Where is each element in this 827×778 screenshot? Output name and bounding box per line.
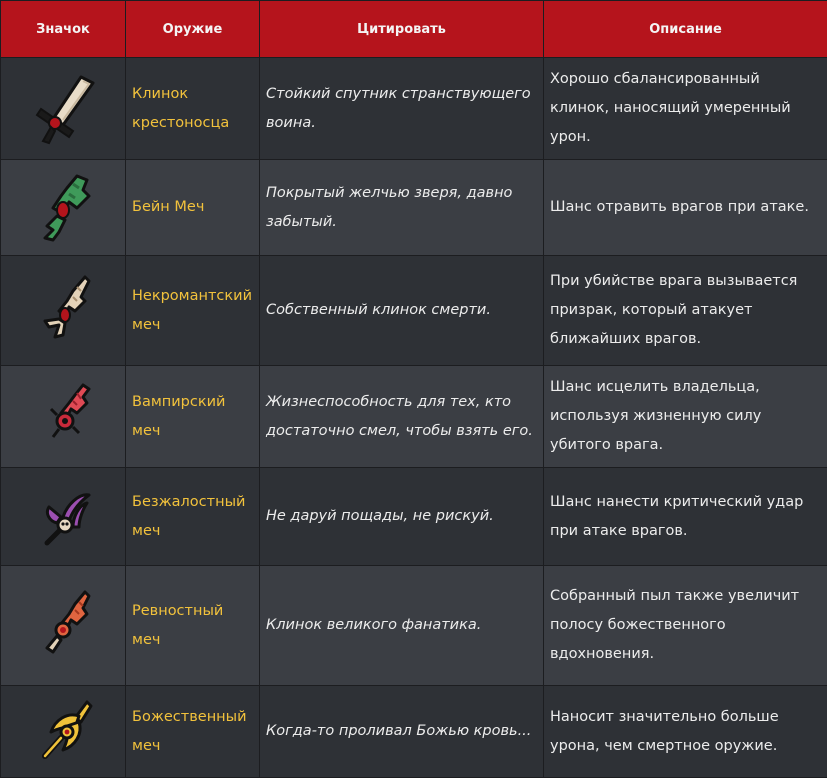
icon-cell: [1, 366, 126, 468]
table-row: [1, 468, 827, 566]
weapon-name: Клинок крестоносца: [126, 58, 260, 160]
weapon-name: Безжалостный меч: [126, 468, 260, 566]
icon-cell: [1, 256, 126, 366]
weapon-description: Хорошо сбалансированный клинок, наносящий умеренный урон.: [544, 58, 827, 160]
icon-cell: [1, 566, 126, 686]
weapon-quote: Не даруй пощады, не рискуй.: [260, 468, 544, 566]
weapon-name: Вампирский меч: [126, 366, 260, 468]
table-row: [1, 686, 827, 778]
icon-cell: [1, 58, 126, 160]
weapon-description: При убийстве врага вызывается призрак, который атакует ближайших врагов.: [544, 256, 827, 366]
table-row: [1, 366, 827, 468]
weapon-quote: Покрытый желчью зверя, давно забытый.: [260, 160, 544, 256]
divine-sword-icon: [23, 692, 103, 772]
weapon-name: Бейн Меч: [126, 160, 260, 256]
header-icon[interactable]: Значок: [1, 1, 126, 58]
icon-cell: [1, 468, 126, 566]
weapon-description: Шанс нанести критический удар при атаке врагов.: [544, 468, 827, 566]
weapon-description: Собранный пыл также увеличит полосу божественного вдохновения.: [544, 566, 827, 686]
icon-cell: [1, 160, 126, 256]
header-weapon[interactable]: Оружие: [126, 1, 260, 58]
crusader-blade-icon: [23, 69, 103, 149]
weapon-description: Шанс отравить врагов при атаке.: [544, 160, 827, 256]
weapon-quote: Собственный клинок смерти.: [260, 256, 544, 366]
zealous-sword-icon: [23, 586, 103, 666]
weapon-name: Божественный меч: [126, 686, 260, 778]
weapon-name: Некромантский меч: [126, 256, 260, 366]
weapon-quote: Жизнеспособность для тех, кто достаточно смел, чтобы взять его.: [260, 366, 544, 468]
vampire-sword-icon: [23, 377, 103, 457]
table-header-row: [1, 1, 827, 58]
weapon-description: Наносит значительно больше урона, чем смертное оружие.: [544, 686, 827, 778]
table-row: [1, 160, 827, 256]
header-description[interactable]: Описание: [544, 1, 827, 58]
table-row: [1, 256, 827, 366]
icon-cell: [1, 686, 126, 778]
weapon-name: Ревностный меч: [126, 566, 260, 686]
weapon-quote: Стойкий спутник странствующего воина.: [260, 58, 544, 160]
bane-sword-icon: [23, 168, 103, 248]
weapon-description: Шанс исцелить владельца, используя жизненную силу убитого врага.: [544, 366, 827, 468]
table-row: [1, 58, 827, 160]
merciless-sword-icon: [23, 477, 103, 557]
weapon-quote: Клинок великого фанатика.: [260, 566, 544, 686]
table-row: [1, 566, 827, 686]
header-quote[interactable]: Цитировать: [260, 1, 544, 58]
weapon-quote: Когда-то проливал Божью кровь...: [260, 686, 544, 778]
necromancer-sword-icon: [23, 271, 103, 351]
